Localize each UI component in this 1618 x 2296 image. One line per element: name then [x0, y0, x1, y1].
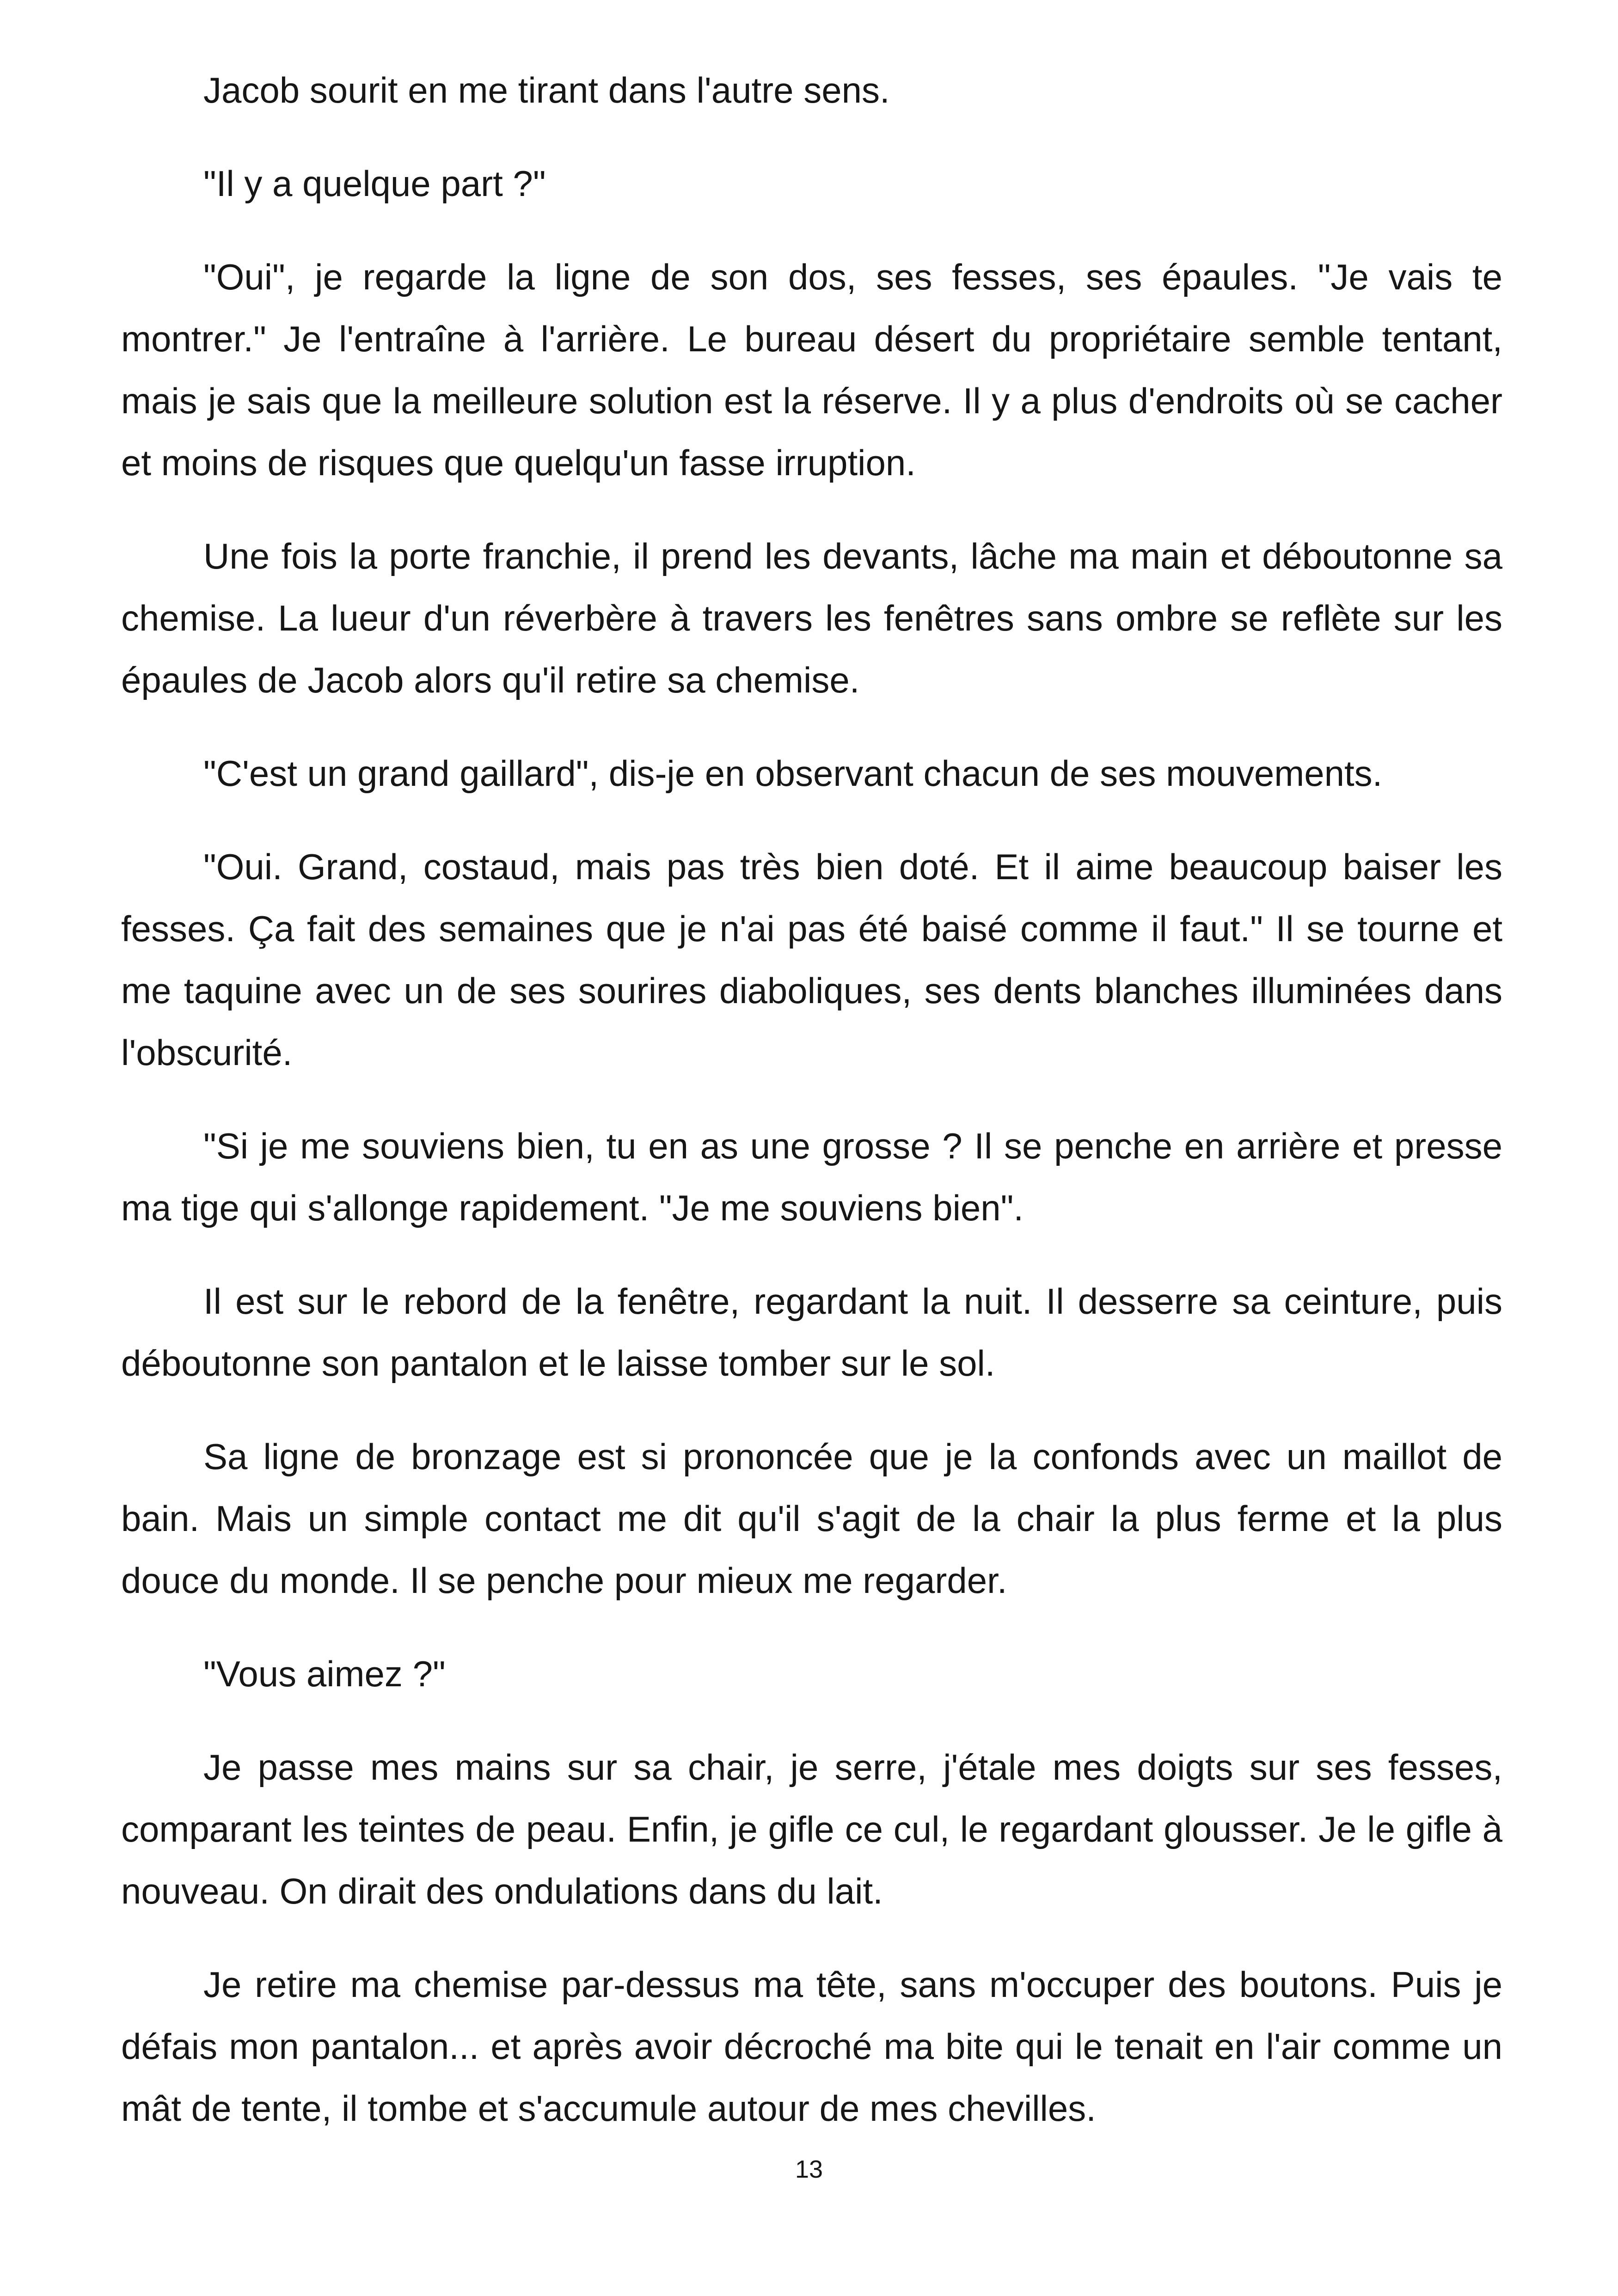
paragraph: "Oui. Grand, costaud, mais pas très bien doté. Et il aime beaucoup baiser les fesses. Ça fait des semaines que je n'ai pas été baisé comme il faut." Il se tourne et me taquine avec un de ses sourires diaboliques, ses dents blanches illuminées dans l'obscurité. [121, 846, 1502, 1073]
paragraph: Je retire ma chemise par-dessus ma tête, sans m'occuper des boutons. Puis je défais mon pantalon... et après avoir décroché ma bite qui le tenait en l'air comme un mât de tente, il tombe et s'accumule autour de mes chevilles. [121, 1964, 1502, 2129]
body-text [121, 59, 1502, 2139]
paragraph: "Si je me souviens bien, tu en as une grosse ? Il se penche en arrière et presse ma tige qui s'allonge rapidement. "Je me souviens bien". [121, 1126, 1502, 1228]
paragraph: "Vous aimez ?" [203, 1653, 446, 1694]
paragraph: "Oui", je regarde la ligne de son dos, ses fesses, ses épaules. "Je vais te montrer." Je l'entraîne à l'arrière. Le bureau désert du propriétaire semble tentant, mais je sais que la meilleure solution est la réserve. Il y a plus d'endroits où se cacher et moins de risques que quelqu'un fasse irruption. [121, 257, 1502, 483]
paragraph: Jacob sourit en me tirant dans l'autre sens. [203, 70, 890, 110]
page-number: 13 [795, 2155, 823, 2183]
paragraph: "Il y a quelque part ?" [203, 163, 546, 204]
paragraph: Sa ligne de bronzage est si prononcée que je la confonds avec un maillot de bain. Mais un simple contact me dit qu'il s'agit de la chair la plus ferme et la plus douce du monde. Il se penche pour mieux me regarder. [121, 1436, 1502, 1601]
paragraph: Il est sur le rebord de la fenêtre, regardant la nuit. Il desserre sa ceinture, puis déboutonne son pantalon et le laisse tomber sur le sol. [121, 1281, 1502, 1384]
paragraph: Je passe mes mains sur sa chair, je serre, j'étale mes doigts sur ses fesses, comparant les teintes de peau. Enfin, je gifle ce cul, le regardant glousser. Je le gifle à nouveau. On dirait des ondulations dans du lait. [121, 1747, 1502, 1911]
paragraph: Une fois la porte franchie, il prend les devants, lâche ma main et déboutonne sa chemise. La lueur d'un réverbère à travers les fenêtres sans ombre se reflète sur les épaules de Jacob alors qu'il retire sa chemise. [121, 536, 1502, 700]
paragraph: "C'est un grand gaillard", dis-je en observant chacun de ses mouvements. [203, 753, 1383, 794]
